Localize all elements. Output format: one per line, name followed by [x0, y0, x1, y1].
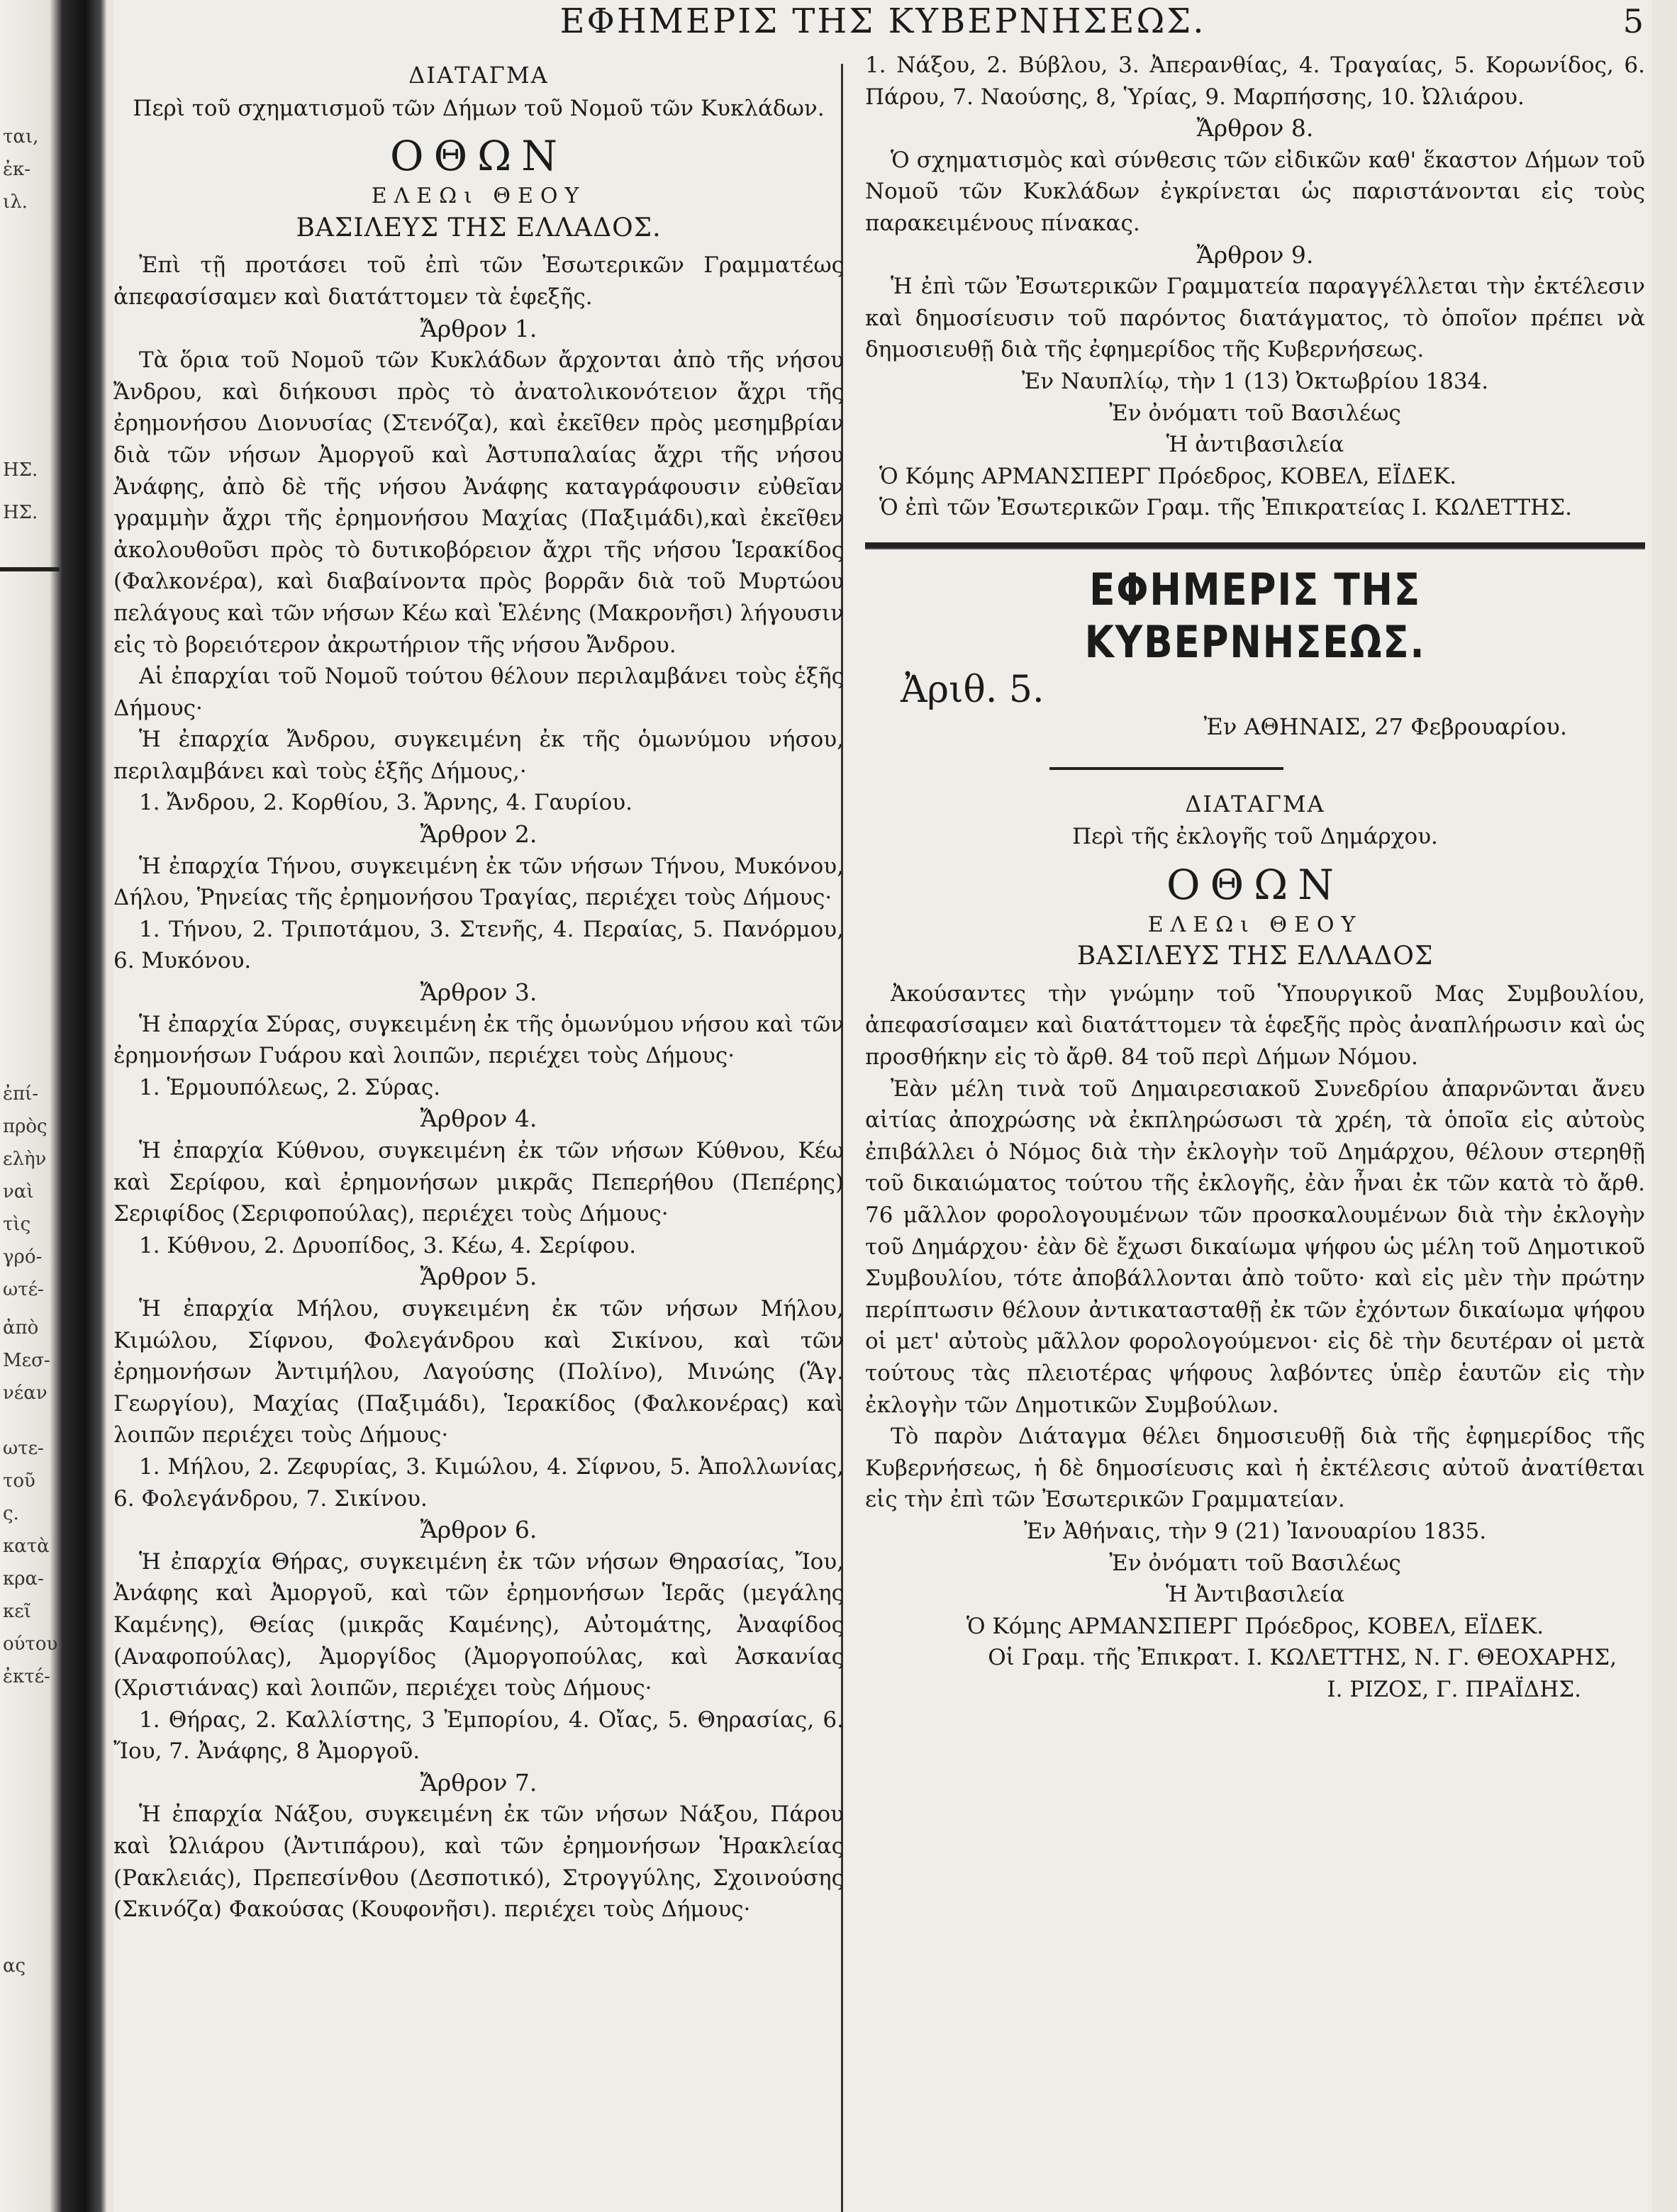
- article-text: Ἡ ἐπαρχία Μήλου, συγκειμένη ἐκ τῶν νήσων Μήλου, Κιμώλου, Σίφνου, Φολεγάνδρου καὶ Σικίνου, καὶ τῶν ἐρημονήσων Ἀντιμήλου, Λαγούσης (Πολίνο), Μινώης (Ἅγ. Γεωργίου), Μαχίας (Παξιμάδι), Ἱερακίδος (Φαλκονέρας) καὶ λοιπῶν περιέχει τοὺς Δήμους·: [113, 1295, 844, 1448]
- king-name: ΟΘΩΝ: [390, 132, 567, 181]
- article-heading: Ἄρθρον 9.: [1196, 240, 1314, 269]
- edge-fragment: ς.: [3, 1503, 19, 1524]
- edge-fragment: κεῖ: [3, 1601, 31, 1622]
- article-heading: Ἄρθρον 6.: [420, 1516, 537, 1544]
- decree-text: Τὸ παρὸν Διάταγμα θέλει δημοσιευθῇ διὰ τῆς ἐφημερίδος τῆς Κυβερνήσεως, ἡ δὲ δημοσίευσις καὶ ἡ ἐκτέλεσις αὐτοῦ ἀνατίθεται εἰς τὴν ἐπὶ τῶν Ἐσωτερικῶν Γραμματείαν.: [865, 1424, 1645, 1513]
- municipality-list: 1. Τήνου, 2. Τριποτάμου, 3. Στενῆς, 4. Περαίας, 5. Πανόρμου, 6. Μυκόνου.: [113, 916, 844, 974]
- municipality-list: 1. Θήρας, 2. Καλλίστης, 3 Ἐμπορίου, 4. Οἴας, 5. Θηρασίας, 6. Ἴου, 7. Ἀνάφης, 8 Ἀμοργοῦ.: [113, 1707, 844, 1765]
- by-grace-line: ΕΛΕΩι ΘΕΟΥ: [371, 184, 586, 209]
- regency-line: Ἡ ἀντιβασιλεία: [1166, 432, 1344, 458]
- article-heading: Ἄρθρον 3.: [420, 978, 537, 1007]
- municipality-list: 1. Κύθνου, 2. Δρυοπίδος, 3. Κέω, 4. Σερίφου.: [139, 1232, 637, 1258]
- municipality-list: 1. Ἄνδρου, 2. Κορθίου, 3. Ἄρνης, 4. Γαυρίου.: [139, 790, 633, 816]
- article-heading: Ἄρθρον 1.: [420, 314, 537, 342]
- edge-fragment: ούτου: [3, 1633, 58, 1655]
- article-heading: Ἄρθρον 7.: [420, 1768, 537, 1797]
- edge-fragment: ται,: [3, 126, 39, 147]
- article-text: Ἡ ἐπαρχία Κύθνου, συγκειμένη ἐκ τῶν νήσων Κύθνου, Κέω καὶ Σερίφου, καὶ ἐρημονήσων μικρᾶς Πεπερήθου (Πεπέρης) Σεριφίδος (Σεριφοπούλας), περιέχει τοὺς Δήμους·: [113, 1138, 844, 1227]
- by-grace-line: ΕΛΕΩι ΘΕΟΥ: [1147, 912, 1363, 937]
- place-date: Ἐν Ναυπλίῳ, τὴν 1 (13) Ὀκτωβρίου 1834.: [1021, 368, 1489, 394]
- edge-fragment: ας: [3, 1955, 26, 1977]
- binding-gutter: [0, 0, 106, 2212]
- edge-fragment: ἐπί-: [3, 1083, 39, 1105]
- article-text: Τὰ ὅρια τοῦ Νομοῦ τῶν Κυκλάδων ἄρχονται ἀπὸ τῆς νήσου Ἄνδρου, καὶ διήκουσι πρὸς τὸ ἀνατολικονότειον ἄχρι τῆς ἐρημονήσου Διονυσίας (Στενόζα), καὶ ἐκεῖθεν πρὸς μεσημβρίαν διὰ τῶν νήσων Ἀμοργοῦ καὶ Ἀστυπαλαίας ἄχρι τῆς νήσου Ἀνάφης, ἀπὸ δὲ τῆς νήσου Ἀνάφης καταγράφουσιν εὐθεῖαν γραμμὴν ἄχρι τῆς ἐρημονήσου Μαχίας (Παξιμάδι),καὶ ἐκεῖθεν ἀκολουθοῦσι πρὸς τὸ δυτικοβόρειον ἄχρι τῆς νήσου Ἱερακίδος (Φαλκονέρα), καὶ διαβαίνοντα πρὸς βορρᾶν διὰ τοῦ Μυρτώου πελάγους καὶ τῶν νήσων Κέω καὶ Ἑλένης (Μακρονῆσι) λήγουσιν εἰς τὸ βορειότερον ἀκρωτήριον τῆς νήσου Ἄνδρου.: [113, 347, 844, 658]
- edge-fragment: ἐκτέ-: [3, 1666, 50, 1687]
- article-text: Ἡ ἐπαρχία Θήρας, συγκειμένη ἐκ τῶν νήσων Θηρασίας, Ἴου, Ἀνάφης καὶ Ἀμοργοῦ, καὶ τῶν ἐρημονήσων Ἱερᾶς (μεγάλης Καμένης), Θείας (μικρᾶς Καμένης), Αὐτομάτης, Ἀναφίδος (Αναφοπούλας), Ἀμοργίδος (Ἀμοργοπούλας, καὶ Ἀσκανίας (Χριστιάνας) καὶ λοιπῶν, περιέχει τοὺς Δήμους·: [113, 1548, 844, 1702]
- edge-fragment: ιλ.: [3, 191, 28, 213]
- article-heading: Ἄρθρον 8.: [1196, 114, 1314, 143]
- article-text: Ἡ ἐπὶ τῶν Ἐσωτερικῶν Γραμματεία παραγγέλλεται τὴν ἐκτέλεσιν καὶ δημοσίευσιν τοῦ παρόντος διατάγματος, τὸ ὁποῖον πρέπει νὰ δημοσιευθῇ διὰ τῆς ἐφημερίδος τῆς Κυβερνήσεως.: [865, 274, 1645, 363]
- in-name-line: Ἐν ὀνόματι τοῦ Βασιλέως: [1109, 1550, 1401, 1576]
- secretaries-signature: Οἱ Γραμ. τῆς Ἐπικρατ. Ι. ΚΩΛΕΤΤΗΣ, Ν. Γ. ΘΕΟΧΑΡΗΣ,: [988, 1645, 1617, 1671]
- in-name-line: Ἐν ὀνόματι τοῦ Βασιλέως: [1109, 400, 1401, 426]
- right-column: [865, 50, 1645, 1706]
- decree-subject: Περὶ τοῦ σχηματισμοῦ τῶν Δήμων τοῦ Νομοῦ τῶν Κυκλάδων.: [133, 95, 825, 121]
- edge-fragment: Μεσ-: [3, 1350, 50, 1371]
- edge-fragment: ΗΣ.: [3, 502, 38, 523]
- article-heading: Ἄρθρον 5.: [420, 1263, 537, 1291]
- king-title: ΒΑΣΙΛΕΥΣ ΤΗΣ ΕΛΛΑΔΟΣ.: [296, 213, 662, 242]
- signers: Ὁ Κόμης ΑΡΜΑΝΣΠΕΡΓ Πρόεδρος, ΚΟΒΕΛ, ΕΪΔΕΚ.: [966, 1613, 1544, 1639]
- king-title: ΒΑΣΙΛΕΥΣ ΤΗΣ ΕΛΛΑΔΟΣ: [1076, 942, 1434, 971]
- regency-line: Ἡ Ἀντιβασιλεία: [1165, 1582, 1345, 1608]
- edge-fragment: ἐκ-: [3, 159, 30, 180]
- page-masthead: ΕΦΗΜΕΡΙΣ ΤΗΣ ΚΥΒΕΡΝΗΣΕΩΣ.: [559, 1, 1206, 41]
- edge-fragment: νέαν: [3, 1382, 48, 1404]
- edge-fragment: κρα-: [3, 1568, 44, 1590]
- decree-text: Ἐὰν μέλη τινὰ τοῦ Δημαιρεσιακοῦ Συνεδρίου ἀπαρνῶνται ἄνευ αἰτίας ἀποχρώσης νὰ ἐκπληρώσωσι τὰ χρέη, τὰ ὁποῖα εἰς αὐτοὺς ἐπιβάλλει ὁ Νόμος διὰ τὴν ἐκλογὴν τοῦ Δημάρχου, θέλουν στερηθῇ τοῦ δικαιώματος τούτου τῆς ἐκλογῆς, ἐὰν ἦναι ἐκ τῶν κατὰ τὸ ἄρθ. 76 μᾶλλον φορολογουμένων τῶν προσκαλουμένων διὰ τὴν ἐκλογὴν τοῦ Δημάρχου· ἐὰν δὲ ἔχωσι δικαίωμα ψήφου ὡς μέλη τοῦ Δημοτικοῦ Συμβουλίου, τότε ἀποβάλλονται ἀπὸ τοῦτο· καὶ εἰς μὲν τὴν πρώτην περίπτωσιν θέλουν ἀντικατασταθῇ ἐκ τῶν ἐχόντων δικαίωμα ψήφου οἱ μετ' αὐτοὺς μᾶλλον φορολογούμενοι· εἰς δὲ τὴν δευτέραν οἱ μετὰ τούτους τὰς πλειοτέρας ψήφους λαβόντες ὑπὲρ ἑαυτῶν εἰς τὴν ἐκλογὴν τῶν Δημοτικῶν Συμβούλων.: [865, 1076, 1645, 1418]
- signers: Ὁ Κόμης ΑΡΜΑΝΣΠΕΡΓ Πρόεδρος, ΚΟΒΕΛ, ΕΪΔΕΚ.: [879, 463, 1457, 489]
- king-name: ΟΘΩΝ: [1166, 860, 1344, 909]
- edge-fragment: τοῦ: [3, 1470, 35, 1492]
- section-rule: [865, 542, 1645, 549]
- edge-fragment: ναὶ: [3, 1181, 34, 1202]
- municipality-list: 1. Νάξου, 2. Βύβλου, 3. Ἀπερανθίας, 4. Τραγαίας, 5. Κορωνίδος, 6. Πάρου, 7. Ναούσης, 8, Ὑρίας, 9. Μαρπήσσης, 10. Ὠλιάρου.: [865, 52, 1645, 110]
- municipality-list: 1. Ἑρμουπόλεως, 2. Σύρας.: [139, 1074, 441, 1100]
- decree-text: Ἀκούσαντες τὴν γνώμην τοῦ Ὑπουργικοῦ Μας Συμβουλίου, ἀπεφασίσαμεν καὶ διατάττομεν τὰ ἑφεξῆς πρὸς ἀναπλήρωσιν καὶ ὡς προσθήκην εἰς τὸ ἄρθ. 84 τοῦ περὶ Δήμων Νόμου.: [865, 981, 1645, 1071]
- article-text: Ὁ σχηματισμὸς καὶ σύνθεσις τῶν εἰδικῶν καθ' ἕκαστον Δήμων τοῦ Νομοῦ τῶν Κυκλάδων ἐγκρίνεται ὡς παριστάνονται εἰς τοὺς παρακειμένους πίνακας.: [865, 147, 1645, 236]
- article-text: Ἡ ἐπαρχία Τήνου, συγκειμένη ἐκ τῶν νήσων Τήνου, Μυκόνου, Δήλου, Ῥηνείας τῆς ἐρημονήσου Τραγίας, περιέχει τοὺς Δήμους·: [113, 853, 844, 911]
- article-text: Ἡ ἐπαρχία Νάξου, συγκειμένη ἐκ τῶν νήσων Νάξου, Πάρου καὶ Ὠλιάρου (Ἀντιπάρου), καὶ τῶν ἐρημονήσων Ἡρακλείας (Ρακλειάς), Πρεπεσίνθου (Δεσποτικό), Στρογγύλης, Σχοινούσης (Σκινόζα) Φακούσας (Κουφονῆσι). περιέχει τοὺς Δήμους·: [113, 1802, 844, 1923]
- left-column: [113, 57, 844, 1926]
- article-heading: Ἄρθρον 2.: [420, 820, 537, 849]
- decree-heading: ΔΙΑΤΑΓΜΑ: [1185, 790, 1325, 817]
- newspaper-page: [113, 0, 1652, 2212]
- edge-rule: [0, 567, 60, 571]
- page-number: 5: [1622, 2, 1644, 40]
- article-text: Ἡ ἐπαρχία Ἄνδρου, συγκειμένη ἐκ τῆς ὁμωνύμου νήσου, περιλαμβάνει καὶ τοὺς ἑξῆς Δήμους,·: [113, 727, 844, 784]
- article-text: Αἱ ἐπαρχίαι τοῦ Νομοῦ τούτου θέλουν περιλαμβάνει τοὺς ἑξῆς Δήμους·: [113, 664, 844, 721]
- article-heading: Ἄρθρον 4.: [420, 1105, 537, 1133]
- issue-date: Ἐν ΑΘΗΝΑΙΣ, 27 Φεβρουαρίου.: [1203, 713, 1567, 740]
- edge-fragment: ΗΣ.: [3, 459, 38, 481]
- edge-fragment: ἀπὸ: [3, 1317, 39, 1339]
- edge-fragment: γρό-: [3, 1246, 43, 1268]
- edge-fragment: ωτέ-: [3, 1279, 44, 1300]
- decree-heading: ΔΙΑΤΑΓΜΑ: [408, 62, 549, 89]
- short-rule: [1049, 767, 1283, 770]
- article-text: Ἡ ἐπαρχία Σύρας, συγκειμένη ἐκ τῆς ὁμωνύμου νήσου καὶ τῶν ἐρημονήσων Γυάρου καὶ λοιπῶν, περιέχει τοὺς Δήμους·: [113, 1011, 844, 1069]
- edge-fragment: ωτε-: [3, 1438, 44, 1459]
- edge-fragment: τὶς: [3, 1214, 31, 1235]
- issue-title: ΕΦΗΜΕΡΙΣ ΤΗΣ ΚΥΒΕΡΝΗΣΕΩΣ.: [1084, 563, 1426, 668]
- secretaries-signature: Ι. ΡΙΖΟΣ, Γ. ΠΡΑΪΔΗΣ.: [1327, 1676, 1581, 1702]
- edge-fragment: ελὴν: [3, 1149, 47, 1170]
- place-date: Ἐν Ἀθήναις, τὴν 9 (21) Ἰανουαρίου 1835.: [1023, 1518, 1487, 1544]
- municipality-list: 1. Μήλου, 2. Ζεφυρίας, 3. Κιμώλου, 4. Σίφνου, 5. Ἀπολλωνίας, 6. Φολεγάνδρου, 7. Σικίνου.: [113, 1453, 844, 1512]
- decree-subject: Περὶ τῆς ἐκλογῆς τοῦ Δημάρχου.: [1072, 824, 1438, 850]
- secretary-signature: Ὁ ἐπὶ τῶν Ἐσωτερικῶν Γραμ. τῆς Ἐπικρατείας Ι. ΚΩΛΕΤΤΗΣ.: [879, 495, 1572, 521]
- issue-number: Ἀριθ. 5.: [901, 668, 1044, 711]
- edge-fragment: κατὰ: [3, 1536, 50, 1557]
- edge-fragment: πρὸς: [3, 1116, 48, 1137]
- decree-preamble: Ἐπὶ τῇ προτάσει τοῦ ἐπὶ τῶν Ἐσωτερικῶν Γραμματέως ἀπεφασίσαμεν καὶ διατάττομεν τὰ ἑφεξῆς.: [113, 252, 844, 310]
